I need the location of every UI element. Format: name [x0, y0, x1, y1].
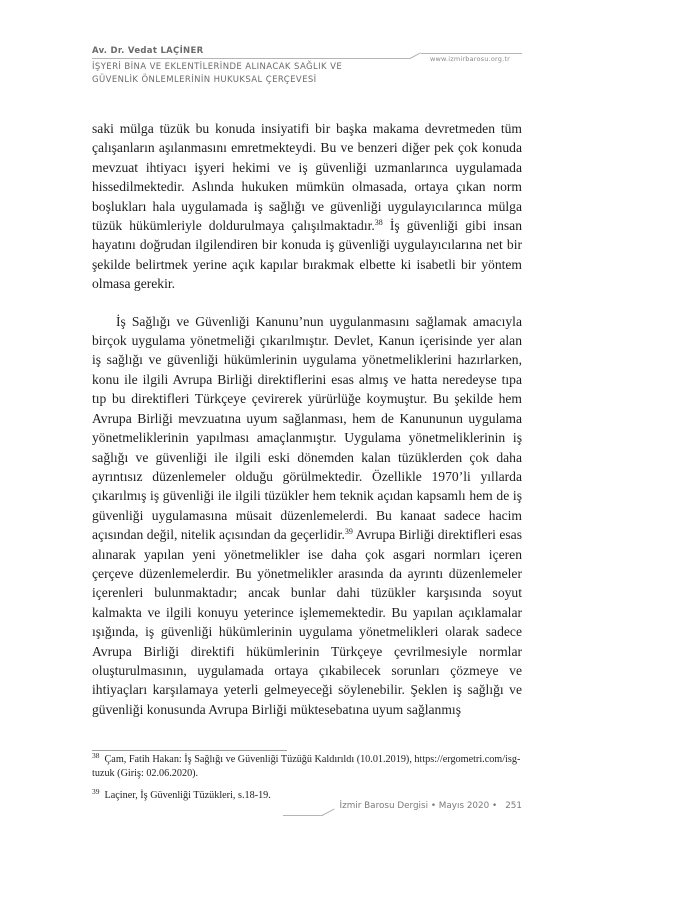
header-title-line: İŞYERİ BİNA VE EKLENTİLERİNDE ALINACAK SAĞLIK VE	[92, 62, 343, 72]
paragraph: saki mülga tüzük bu konuda insiyatifi bir başka makama devretmeden tüm çalışanların aşılanmasını emretmekteydi. Bu ve benzeri diğer pek çok konuda mevzuat ihtiyacı işyeri hekimi ve iş güvenliği uzmanlarınca uygulamada hissedilmektedir. Aslında hukuken mümkün olmasada, ortaya çıkan norm boşlukları hala uygulamada iş sağlığı ve güvenliği uygulayıcılarınca mülga tüzük hükümleriyle doldurulmaya çalışılmaktadır.$^{38}$ İş güvenliği gibi insan hayatını doğrudan ilgilendiren bir konuda iş güvenliği uygulayıcılarına net bir şekilde belirtmek yerine açık kapılar bırakmak elbette ki isabetli bir yöntem olmasa gerekir.	[92, 121, 522, 292]
journal-name: İzmir Barosu Dergisi • Mayıs 2020 •	[339, 801, 498, 811]
header-rule-left	[92, 58, 410, 59]
footnote-separator	[92, 750, 287, 751]
footer-text	[336, 801, 522, 811]
header-rule-slant	[410, 52, 421, 59]
header-title	[92, 61, 392, 87]
header-website: www.izmirbarosu.org.tr	[430, 55, 510, 63]
footnote-text: Çam, Fatih Hakan: İş Sağlığı ve Güvenliği Tüzüğü Kaldırıldı (10.01.2019), https://ergometri.com/isg-tuzuk (Giriş: 02.06.2020).	[92, 754, 521, 779]
footnote-text: Laçiner, İş Güvenliği Tüzükleri, s.18-19.	[104, 790, 271, 801]
footnote-number: 38	[92, 751, 100, 760]
footer-rule-left	[283, 815, 323, 816]
footnote-number: 39	[92, 787, 100, 796]
page-number: 251	[505, 801, 522, 811]
body-text	[92, 119, 522, 719]
footnote-ref[interactable]: 39	[344, 527, 353, 537]
header-rule-right	[421, 53, 522, 54]
footnote	[92, 753, 522, 781]
paragraph: İş Sağlığı ve Güvenliği Kanunu’nun uygulanmasını sağlamak amacıyla birçok uygulama yönetmeliği çıkarılmıştır. Devlet, Kanun içerisinde yer alan iş sağlığı ve güvenliği hükümlerinin uygulama yönetmeliklerini hazırlarken, konu ile ilgili Avrupa Birliği direktiflerini esas almış ve hatta neredeyse tıpa tıp bu direktifleri Türkçeye çevirerek yürürlüğe koymuştur. Bu şekilde hem Avrupa Birliği mevzuatına uyum sağlanması, hem de Kanununun uygulama yönetmeliklerinin yapılması amaçlanmıştır. Uygulama yönetmeliklerinin iş sağlığı ve güvenliği ile ilgili eski dönemden kalan tüzüklerden çok daha ayrıntısız düzenlemeler olduğu görülmektedir. Özellikle 1970’li yıllarda çıkarılmış iş güvenliği ile ilgili tüzükler hem teknik açıdan kapsamlı hem de iş güvenliği uygulamasına müsait düzenlemelerdi. Bu kanaat sadece hacim açısından değil, nitelik açısından da geçerlidir.$^{39}$ Avrupa Birliği direktifleri esas alınarak yapılan yeni yönetmelikler ise daha çok asgari normları içeren çerçeve düzenlemelerdir. Bu yönetmelikler arasında da ayrıntı düzenlemeler içerenleri bulunmaktadır; ancak bunlar dahi tüzükler karşısında soyut kalmakta ve ilgili konuyu yeterince işlememektedir. Bu yapılan açıklamalar ışığında, iş güvenliği hükümlerinin uygulama yönetmelikleri olarak sadece Avrupa Birliği direktifi hükümlerinin Türkçeye çevrilmesiyle normlar oluşturulmasının, uygulamada ortaya çıkabilecek sorunları çözmeye ve ihtiyaçları karşılamaya yeterli gelmeyeceği söylenebilir. Şeklen iş sağlığı ve güvenliği konusunda Avrupa Birliği müktesebatına uyum sağlanmış	[92, 313, 522, 717]
footnote-ref[interactable]: 38	[374, 218, 383, 228]
header-title-line: GÜVENLİK ÖNLEMLERİNİN HUKUKSAL ÇERÇEVESİ	[92, 75, 317, 85]
header-author: Av. Dr. Vedat LAÇİNER	[92, 46, 204, 56]
